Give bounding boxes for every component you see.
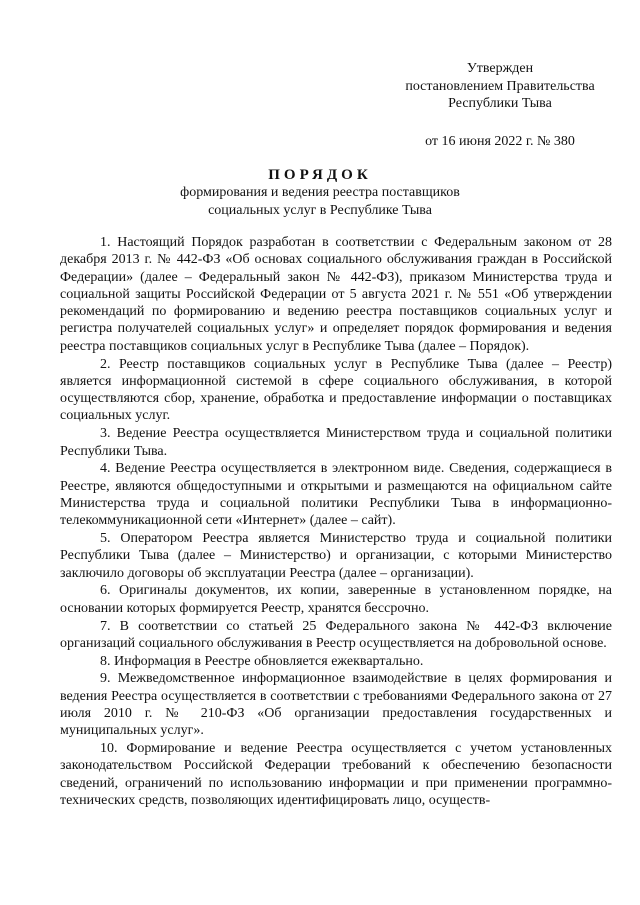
paragraph-1: 1. Настоящий Порядок разработан в соответствии с Федеральным законом от 28 декабря 2013 г. № 442-ФЗ «Об основах социального обслуживания граждан в Российской Федерации» (далее – Федеральный закон № 442-ФЗ), приказом Министерства труда и социальной защиты Российской Федерации от 5 августа 2021 г. № 551 «Об утверждении рекомендаций по формированию и ведению реестра поставщиков социальных услуг и регистра получателей социальных услуг» и определяет порядок формирования и ведения реестра поставщиков социальных услуг в Республике Тыва (далее – Порядок). (60, 235, 612, 354)
paragraph-10: 10. Формирование и ведение Реестра осуществляется с учетом установленных законодательством Российской Федерации требований к обеспечению безопасности сведений, ограничений по использованию информации и при применении программно-технических средств, позволяющих идентифицировать лицо, осуществ- (60, 741, 612, 808)
paragraph-9: 9. Межведомственное информационное взаимодействие в целях формирования и ведения Реестра осуществляется в соответствии с требованиями Федерального закона от 27 июля 2010 г. № 210-ФЗ «Об организации предоставления государственных и муниципальных услуг». (60, 671, 612, 739)
document-title-block (60, 166, 580, 219)
approval-line-resolution: постановлением Правительства (405, 78, 595, 94)
paragraph-2: 2. Реестр поставщиков социальных услуг в Республике Тыва (далее – Реестр) является информационной системой в сфере социального обслуживания, в которой осуществляются сбор, хранение, обработка и предоставление информации о поставщиках социальных услуг. (60, 356, 612, 424)
document-subtitle-line-2: социальных услуг в Республике Тыва (208, 202, 432, 218)
document-body (60, 234, 612, 809)
approval-line-republic: Республики Тыва (448, 96, 552, 111)
document-title: ПОРЯДОК (268, 167, 372, 183)
approval-block (400, 60, 600, 150)
paragraph-4: 4. Ведение Реестра осуществляется в электронном виде. Сведения, содержащиеся в Реестре, являются общедоступными и открытыми и размещаются на официальном сайте Министерства труда и социальной политики Республики Тыва в информационно-телекоммуникационной сети «Интернет» (далее – сайт). (60, 461, 612, 529)
approval-date: от 16 июня 2022 г. № 380 (425, 133, 575, 149)
paragraph-3: 3. Ведение Реестра осуществляется Министерством труда и социальной политики Республики Тыва. (60, 426, 612, 459)
paragraph-7: 7. В соответствии со статьей 25 Федерального закона № 442-ФЗ включение организаций социального обслуживания в Реестр осуществляется на добровольной основе. (60, 618, 612, 651)
paragraph-5: 5. Оператором Реестра является Министерство труда и социальной политики Республики Тыва (далее – Министерство) и организации, с которыми Министерство заключило договоры об эксплуатации Реестра (далее – организации). (60, 531, 612, 581)
document-subtitle-line-1: формирования и ведения реестра поставщиков (180, 185, 460, 200)
paragraph-8: 8. Информация в Реестре обновляется ежеквартально. (100, 653, 424, 669)
approval-line-approved: Утвержден (466, 61, 534, 76)
paragraph-6: 6. Оригиналы документов, их копии, заверенные в установленном порядке, на основании которых формируется Реестр, хранятся бессрочно. (60, 583, 612, 616)
